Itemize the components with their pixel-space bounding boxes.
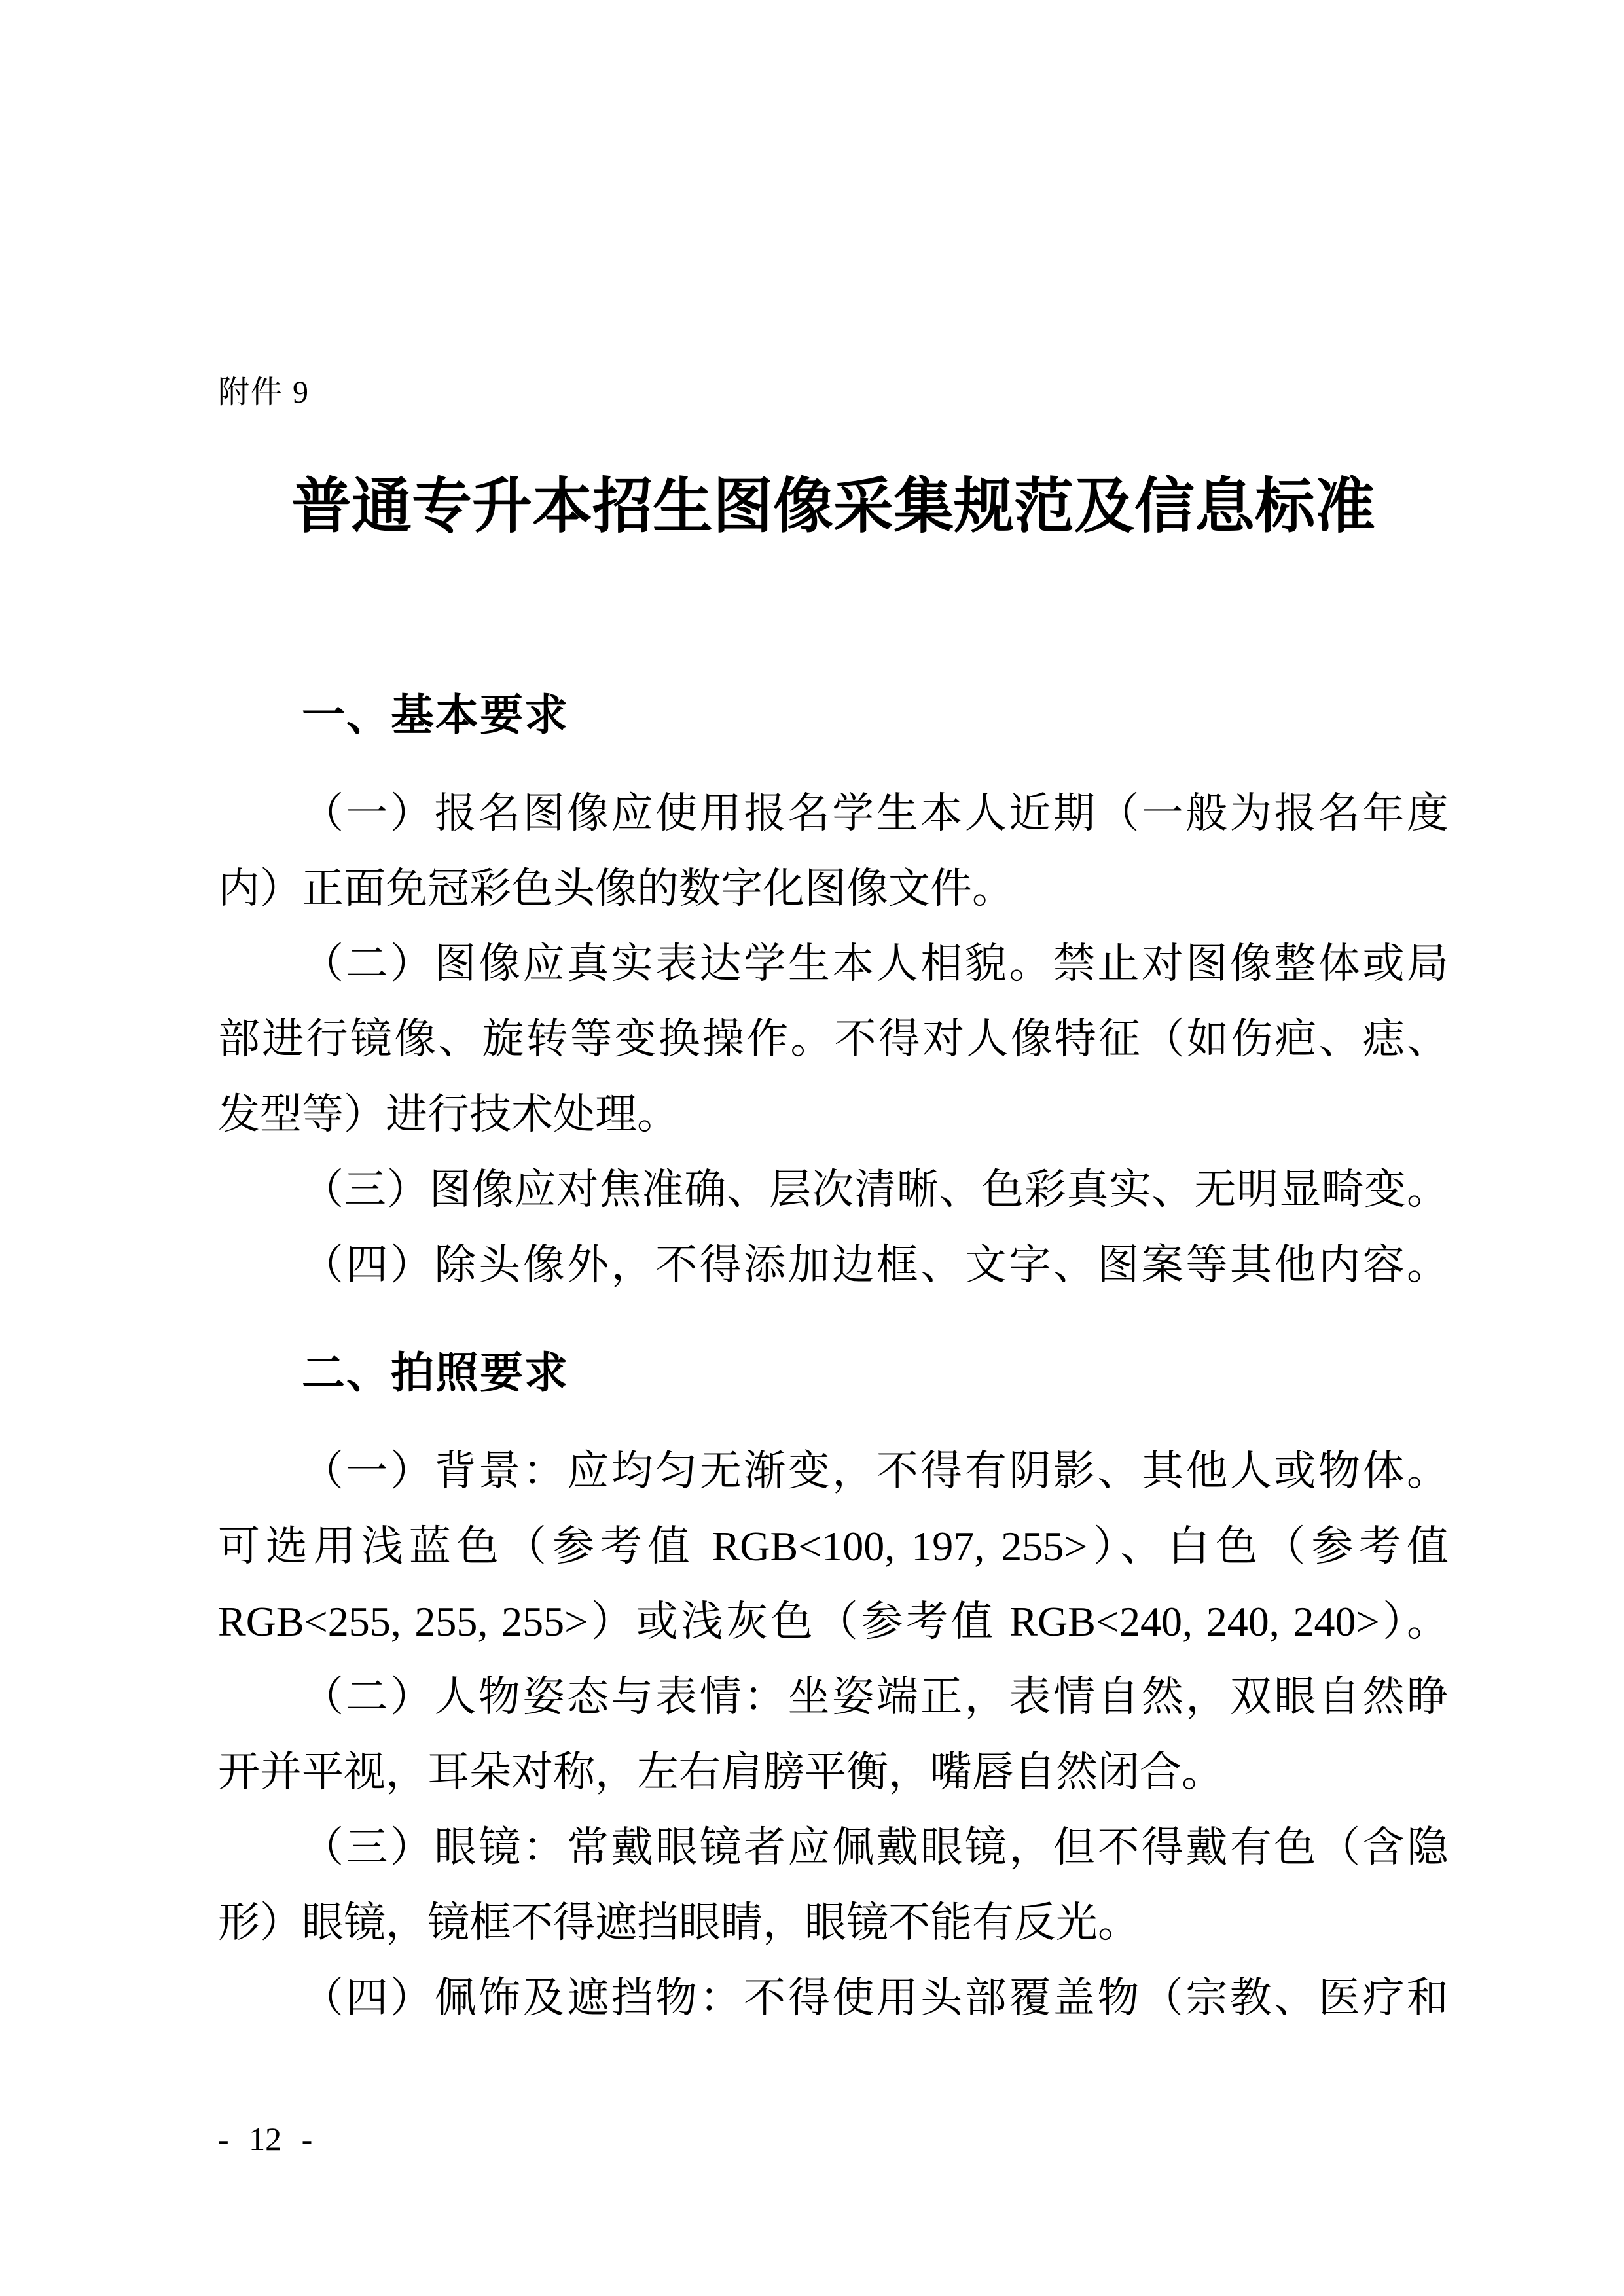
body-line: 发型等）进行技术处理。 (218, 1091, 679, 1138)
body-line: （三）图像应对焦准确、层次清晰、色彩真实、无明显畸变。 (302, 1166, 1449, 1213)
body-line: 内）正面免冠彩色头像的数字化图像文件。 (218, 865, 1014, 912)
section-photo-requirements (218, 1335, 1449, 2036)
body-line: 开并平视，耳朵对称，左右肩膀平衡，嘴唇自然闭合。 (218, 1749, 1223, 1795)
body-line: （四）佩饰及遮挡物：不得使用头部覆盖物（宗教、医疗和 (302, 1975, 1449, 2021)
body-line: （二）图像应真实表达学生本人相貌。禁止对图像整体或局 (302, 941, 1449, 987)
body-line: 可选用浅蓝色（参考值 RGB<100, 197, 255>）、白色（参考值 (218, 1523, 1449, 1570)
body-line: （一）报名图像应使用报名学生本人近期（一般为报名年度 (302, 790, 1449, 836)
section-2-heading: 二、拍照要求 (302, 1348, 569, 1397)
body-line: （二）人物姿态与表情：坐姿端正，表情自然，双眼自然睁 (302, 1674, 1449, 1720)
body-line: RGB<255, 255, 255>）或浅灰色（参考值 RGB<240, 240, 240>）。 (218, 1598, 1449, 1645)
body-line: 部进行镜像、旋转等变换操作。不得对人像特征（如伤疤、痣、 (218, 1016, 1449, 1062)
body-line: （一）背景：应均匀无渐变，不得有阴影、其他人或物体。 (302, 1448, 1449, 1494)
page-number: - 12 - (218, 2121, 313, 2157)
section-basic-requirements (218, 677, 1449, 1302)
attachment-label: 附件 9 (218, 375, 310, 410)
section-1-heading: 一、基本要求 (302, 691, 569, 739)
document-title: 普通专升本招生图像采集规范及信息标准 (291, 473, 1375, 540)
body-line: （三）眼镜：常戴眼镜者应佩戴眼镜，但不得戴有色（含隐 (302, 1824, 1449, 1871)
body-line: 形）眼镜，镜框不得遮挡眼睛，眼镜不能有反光。 (218, 1899, 1140, 1946)
body-line: （四）除头像外，不得添加边框、文字、图案等其他内容。 (302, 1242, 1449, 1288)
text-block (218, 0, 1449, 2036)
